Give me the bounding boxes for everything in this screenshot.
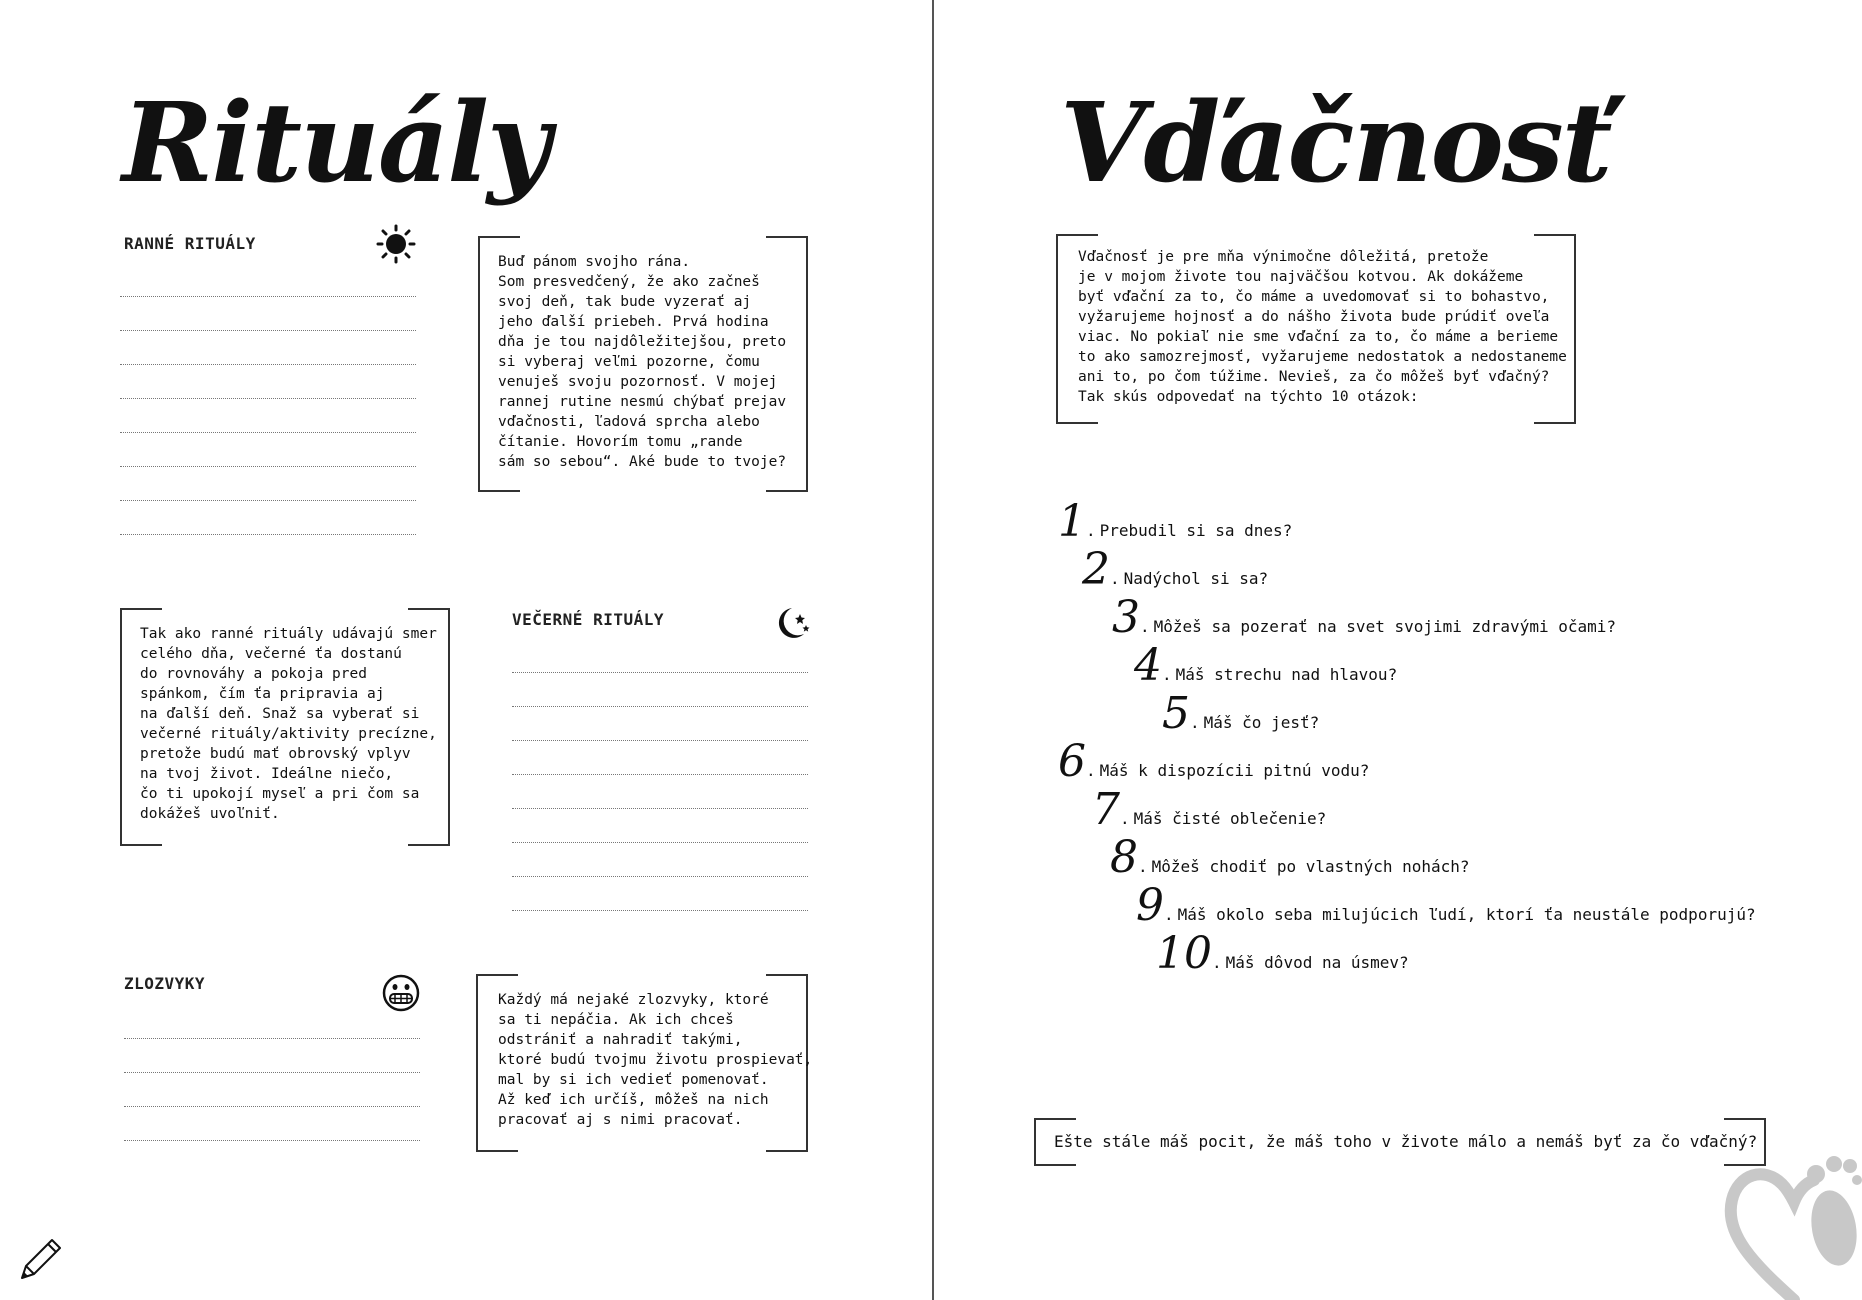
page-title-rituals: Rituály (122, 78, 549, 207)
question-item: 3 . Môžeš sa pozerať na svet svojimi zdravými očami? (1112, 592, 1617, 643)
writing-line[interactable] (120, 364, 416, 365)
question-text: Máš čisté oblečenie? (1133, 809, 1327, 828)
closing-question-text: Ešte stále máš pocit, že máš toho v živote málo a nemáš byť za čo vďačný? (1054, 1132, 1758, 1151)
question-number: 6 (1058, 736, 1086, 787)
writing-line[interactable] (124, 1072, 420, 1073)
evening-info-text: Tak ako ranné rituály udávajú smer celého dňa, večerné ťa dostanú do rovnováhy a pokoja pred spánkom, čím ťa pripravia aj na ďalší deň. Snaž sa vyberať si večerné rituály/aktivity precízne, pretože budú mať obrovský vplyv na tvoj život. Ideálne niečo, čo ti upokojí myseľ a pri čom sa dokážeš uvoľniť. (140, 626, 437, 822)
page-title-gratitude: Vďačnosť (1060, 78, 1611, 207)
question-text: Máš okolo seba milujúcich ľudí, ktorí ťa neustále podporujú? (1177, 905, 1756, 924)
writing-line[interactable] (512, 876, 808, 877)
question-number: 8 (1110, 832, 1138, 883)
question-number: 7 (1092, 784, 1120, 835)
sun-icon (376, 224, 416, 264)
question-text: Nadýchol si sa? (1123, 569, 1269, 588)
moon-stars-icon (772, 604, 812, 642)
writing-line[interactable] (512, 808, 808, 809)
writing-line[interactable] (512, 672, 808, 673)
writing-line[interactable] (124, 1106, 420, 1107)
habits-info-text: Každý má nejaké zlozvyky, ktoré sa ti nepáčia. Ak ich chceš odstrániť a nahradiť takými, ktoré budú tvojmu životu prospievať, mal by si ich vedieť pomenovať. Až keď ich určíš, môžeš na nich pracovať aj s nimi pracovať. (498, 992, 813, 1128)
question-number: 4 (1134, 640, 1162, 691)
heart-footprint-icon (1724, 1144, 1862, 1300)
morning-rituals-heading: RANNÉ RITUÁLY (124, 234, 256, 253)
question-text: Môžeš sa pozerať na svet svojimi zdravými očami? (1153, 617, 1617, 636)
writing-line[interactable] (120, 466, 416, 467)
writing-line[interactable] (124, 1140, 420, 1141)
writing-line[interactable] (124, 1038, 420, 1039)
grimace-face-icon (382, 974, 420, 1012)
writing-line[interactable] (120, 398, 416, 399)
question-text: Máš dôvod na úsmev? (1225, 953, 1409, 972)
writing-line[interactable] (120, 432, 416, 433)
writing-line[interactable] (120, 296, 416, 297)
question-number: 5 (1162, 688, 1190, 739)
question-item: 10 . Máš dôvod na úsmev? (1156, 928, 1409, 979)
writing-line[interactable] (120, 534, 416, 535)
writing-line[interactable] (512, 740, 808, 741)
question-item: 5 . Máš čo jesť? (1162, 688, 1320, 739)
question-text: Máš k dispozícii pitnú vodu? (1099, 761, 1370, 780)
question-item: 1 . Prebudil si sa dnes? (1058, 496, 1293, 547)
page-divider (932, 0, 934, 1300)
writing-line[interactable] (512, 706, 808, 707)
writing-line[interactable] (512, 842, 808, 843)
writing-line[interactable] (120, 500, 416, 501)
question-text: Máš čo jesť? (1203, 713, 1320, 732)
question-number: 9 (1136, 880, 1164, 931)
question-number: 10 (1156, 928, 1212, 979)
question-item: 6 . Máš k dispozícii pitnú vodu? (1058, 736, 1370, 787)
question-text: Máš strechu nad hlavou? (1175, 665, 1398, 684)
question-item: 4 . Máš strechu nad hlavou? (1134, 640, 1398, 691)
bad-habits-heading: ZLOZVYKY (124, 974, 206, 993)
question-text: Prebudil si sa dnes? (1099, 521, 1293, 540)
writing-line[interactable] (512, 910, 808, 911)
question-text: Môžeš chodiť po vlastných nohách? (1151, 857, 1470, 876)
question-item: 9 . Máš okolo seba milujúcich ľudí, ktorí ťa neustále podporujú? (1136, 880, 1756, 931)
question-number: 3 (1112, 592, 1140, 643)
question-item: 2 . Nadýchol si sa? (1082, 544, 1269, 595)
question-item: 7 . Máš čisté oblečenie? (1092, 784, 1327, 835)
evening-rituals-heading: VEČERNÉ RITUÁLY (512, 610, 664, 629)
question-item: 8 . Môžeš chodiť po vlastných nohách? (1110, 832, 1470, 883)
question-number: 1 (1058, 496, 1086, 547)
question-number: 2 (1082, 544, 1110, 595)
writing-line[interactable] (512, 774, 808, 775)
gratitude-intro-text: Vďačnosť je pre mňa výnimočne dôležitá, pretože je v mojom živote tou najväčšou kotvou. Ak dokážeme byť vďační za to, čo máme a uvedomovať si to bohastvo, vyžarujeme hojnosť a do nášho života bude prúdiť oveľa viac. No pokiaľ nie sme vďační za to, čo máme a berieme to ako samozrejmosť, vyžarujeme nedostatok a nedostaneme ani to, po čom túžime. Nevieš, za čo môžeš byť vďačný? Tak skús odpovedať na týchto 10 otázok: (1078, 249, 1567, 405)
pencil-icon (18, 1236, 62, 1282)
writing-line[interactable] (120, 330, 416, 331)
morning-info-text: Buď pánom svojho rána. Som presvedčený, že ako začneš svoj deň, tak bude vyzerať aj jeho ďalší priebeh. Prvá hodina dňa je tou najdôležitejšou, preto si vyberaj veľmi pozorne, čomu venuješ svoju pozornosť. V mojej rannej rutine nesmú chýbať prejav vďačnosti, ľadová sprcha alebo čítanie. Hovorím tomu „rande sám so sebou“. Aké bude to tvoje? (498, 254, 787, 470)
